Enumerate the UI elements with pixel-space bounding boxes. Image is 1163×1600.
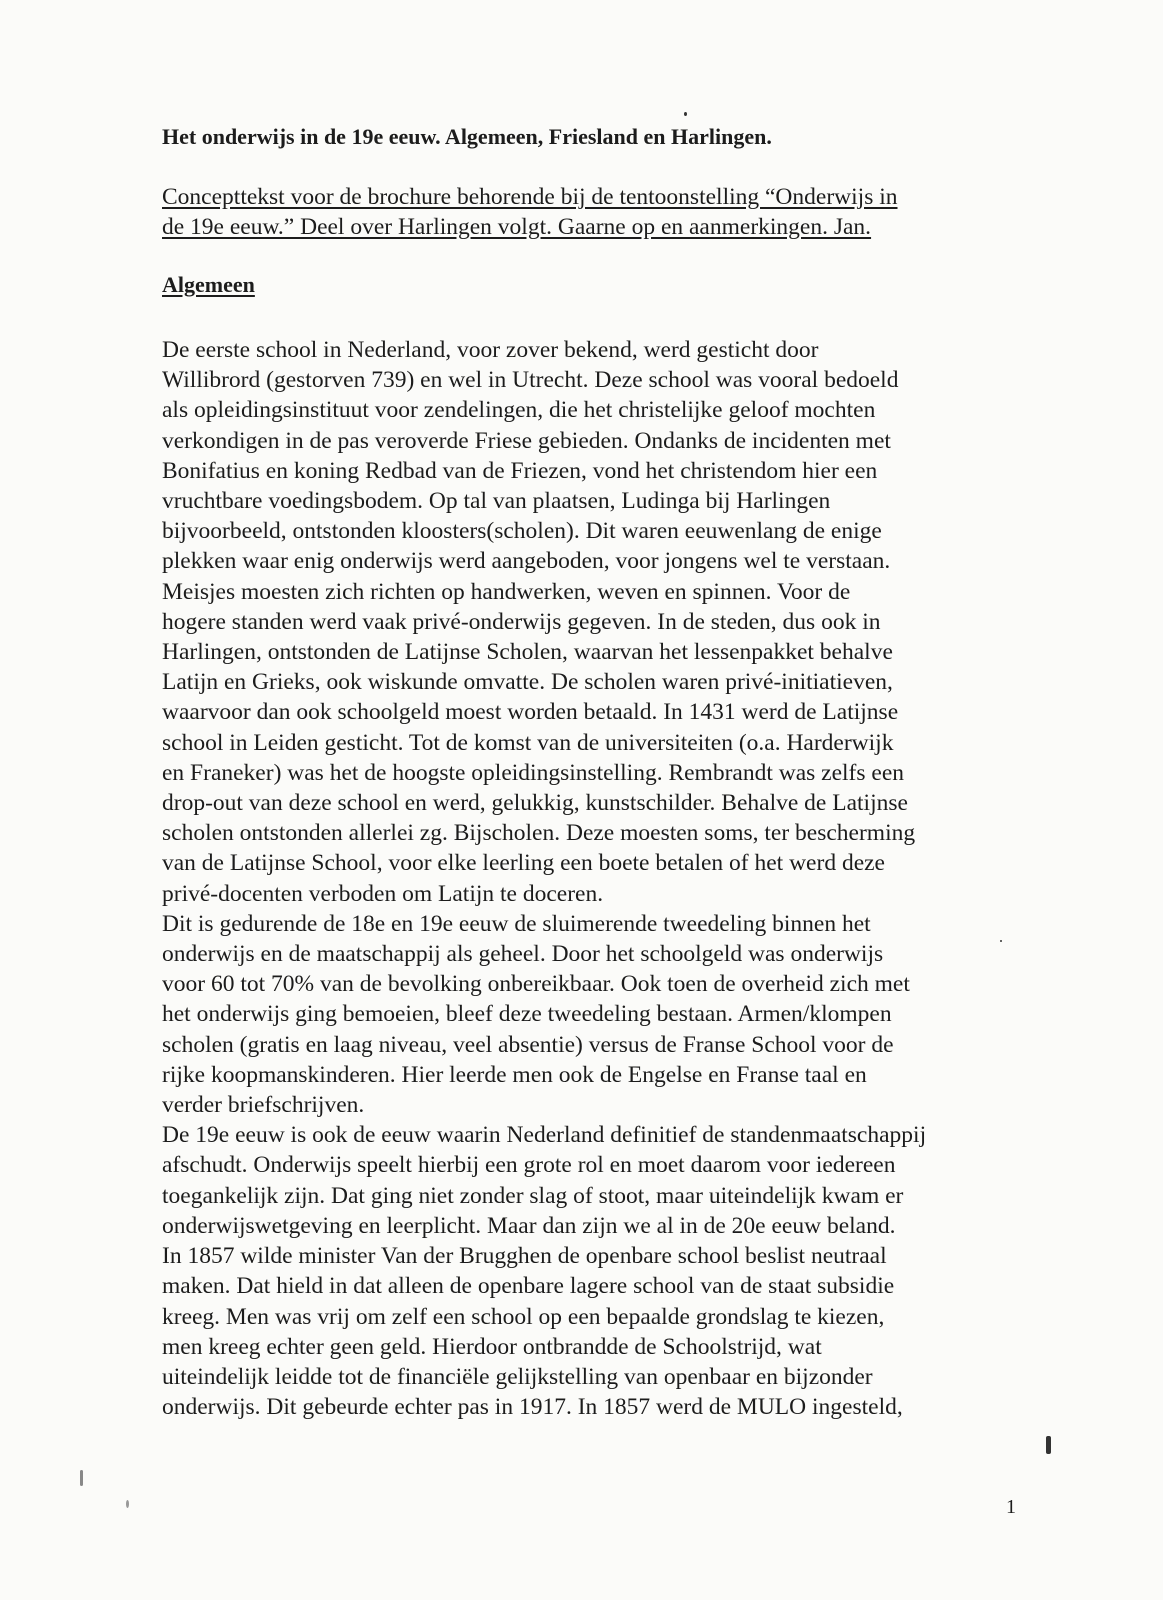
body-line: onderwijswetgeving en leerplicht. Maar dan zijn we al in de 20e eeuw beland. (162, 1212, 896, 1239)
scan-speck (684, 112, 687, 116)
body-line: waarvoor dan ook schoolgeld moest worden betaald. In 1431 werd de Latijnse (162, 699, 899, 726)
body-line: drop-out van deze school en werd, gelukkig, kunstschilder. Behalve de Latijnse (162, 790, 908, 817)
draft-note (162, 182, 1032, 242)
body-line: van de Latijnse School, voor elke leerling een boete betalen of het werd deze (162, 850, 885, 877)
page-number: 1 (1006, 1496, 1016, 1518)
body-line: Willibrord (gestorven 739) en wel in Utrecht. Deze school was vooral bedoeld (162, 367, 899, 394)
scan-speck (126, 1500, 129, 1508)
document-title: Het onderwijs in de 19e eeuw. Algemeen, Friesland en Harlingen. (162, 124, 772, 149)
body-line: Meisjes moesten zich richten op handwerken, weven en spinnen. Voor de (162, 578, 851, 605)
body-line: Harlingen, ontstonden de Latijnse Scholen, waarvan het lessenpakket behalve (162, 639, 893, 666)
page-content (162, 122, 1032, 1422)
body-line: privé-docenten verboden om Latijn te doceren. (162, 880, 604, 907)
body-line: kreeg. Men was vrij om zelf een school op een bepaalde grondslag te kiezen, (162, 1303, 885, 1330)
body-line: afschudt. Onderwijs speelt hierbij een grote rol en moet daarom voor iedereen (162, 1152, 896, 1179)
body-line: scholen ontstonden allerlei zg. Bijscholen. Deze moesten soms, ter bescherming (162, 820, 916, 847)
body-line: Latijn en Grieks, ook wiskunde omvatte. De scholen waren privé-initiatieven, (162, 669, 893, 696)
scan-speck (1000, 940, 1002, 942)
body-line: en Franeker) was het de hoogste opleidingsinstelling. Rembrandt was zelfs een (162, 759, 905, 786)
body-line: De eerste school in Nederland, voor zover bekend, werd gesticht door (162, 337, 819, 363)
draft-note-line: de 19e eeuw.” Deel over Harlingen volgt. Gaarne op en aanmerkingen. Jan. (162, 214, 872, 240)
body-line: maken. Dat hield in dat alleen de openbare lagere school van de staat subsidie (162, 1273, 895, 1300)
body-line: De 19e eeuw is ook de eeuw waarin Nederland definitief de standenmaatschappij (162, 1122, 927, 1149)
body-line: school in Leiden gesticht. Tot de komst van de universiteiten (o.a. Harderwijk (162, 729, 894, 756)
scan-speck (1046, 1436, 1051, 1454)
draft-note-line: Concepttekst voor de brochure behorende bij de tentoonstelling “Onderwijs in (162, 184, 898, 210)
body-line: In 1857 wilde minister Van der Brugghen de openbare school beslist neutraal (162, 1243, 887, 1270)
body-line: het onderwijs ging bemoeien, bleef deze tweedeling bestaan. Armen/klompen (162, 1001, 892, 1028)
body-line: voor 60 tot 70% van de bevolking onbereikbaar. Ook toen de overheid zich met (162, 971, 910, 998)
body-line: toegankelijk zijn. Dat ging niet zonder slag of stoot, maar uiteindelijk kwam er (162, 1182, 904, 1209)
body-line: onderwijs en de maatschappij als geheel. Door het schoolgeld was onderwijs (162, 941, 884, 968)
body-line: verkondigen in de pas veroverde Friese gebieden. Ondanks de incidenten met (162, 427, 891, 454)
body-line: uiteindelijk leidde tot de financiële gelijkstelling van openbaar en bijzonder (162, 1363, 873, 1390)
scan-speck (80, 1470, 83, 1486)
section-heading: Algemeen (162, 272, 255, 297)
body-line: als opleidingsinstituut voor zendelingen, die het christelijke geloof mochten (162, 397, 876, 424)
body-line: hogere standen werd vaak privé-onderwijs gegeven. In de steden, dus ook in (162, 608, 881, 635)
body-line: plekken waar enig onderwijs werd aangeboden, voor jongens wel te verstaan. (162, 548, 891, 575)
body-line: men kreeg echter geen geld. Hierdoor ontbrandde de Schoolstrijd, wat (162, 1333, 822, 1360)
body-line: onderwijs. Dit gebeurde echter pas in 1917. In 1857 werd de MULO ingesteld, (162, 1394, 903, 1421)
body-line: bijvoorbeeld, ontstonden kloosters(scholen). Dit waren eeuwenlang de enige (162, 518, 882, 545)
body-line: vruchtbare voedingsbodem. Op tal van plaatsen, Ludinga bij Harlingen (162, 488, 831, 515)
body-line: rijke koopmanskinderen. Hier leerde men ook de Engelse en Franse taal en (162, 1061, 867, 1088)
body-line: Dit is gedurende de 18e en 19e eeuw de sluimerende tweedeling binnen het (162, 910, 871, 937)
body-line: scholen (gratis en laag niveau, veel absentie) versus de Franse School voor de (162, 1031, 894, 1058)
body-line: Bonifatius en koning Redbad van de Friezen, vond het christendom hier een (162, 457, 878, 484)
body-text (162, 335, 1032, 1422)
body-line: verder briefschrijven. (162, 1092, 365, 1119)
